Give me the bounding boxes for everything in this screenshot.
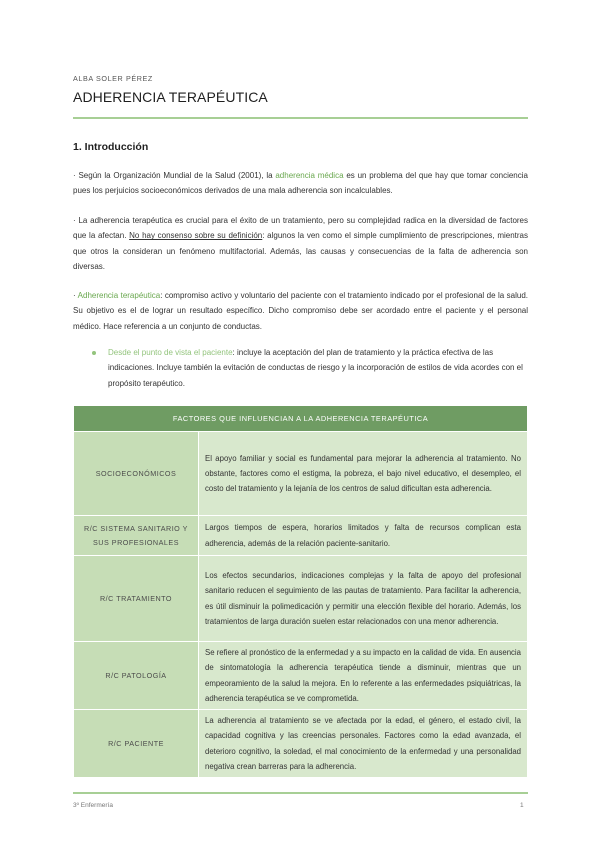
- p2-post: : algunos la ven como el simple cumplimiento de prescripciones, mientras que otros la consideran un fenómeno multifactorial. Además, las causas y consecuencias de la falta de adherencia son diversas.: [73, 231, 529, 271]
- table-header: FACTORES QUE INFLUENCIAN A LA ADHERENCIA TERAPÉUTICA: [74, 406, 528, 432]
- p2-pre: · La adherencia terapéutica es crucial para el éxito de un tratamiento, pero su complejidad radica en la diversidad de factores que la afectan.: [73, 216, 528, 241]
- p2-underlined: No hay consenso sobre su definición: [129, 231, 263, 241]
- table-row: [74, 556, 528, 642]
- row-label: R/C PATOLOGÍA: [74, 642, 199, 710]
- bullet-highlight: Desde el punto de vista el paciente: [108, 348, 233, 357]
- row-text: Largos tiempos de espera, horarios limitados y falta de recursos complican esta adherencia, además de la relación paciente-sanitario.: [199, 516, 528, 556]
- p1-highlight: adherencia médica: [275, 171, 344, 180]
- table-row: [74, 516, 528, 556]
- footer-divider: [73, 792, 528, 794]
- p3-post: : compromiso activo y voluntario del paciente con el tratamiento indicado por el profesional de la salud. Su objetivo es el de lograr un resultado específico. Dicho compromiso debe ser acordado entre el paciente y el personal médico. Hace referencia a un conjunto de conductas.: [73, 291, 529, 331]
- row-text: El apoyo familiar y social es fundamental para mejorar la adherencia al tratamiento. No obstante, factores como el estigma, la pobreza, el bajo nivel educativo, el desempleo, el costo del tratamiento y la lejanía de los centros de salud dificultan esta adherencia.: [199, 432, 528, 516]
- paragraph-complexity: [73, 213, 528, 274]
- header-divider: [73, 117, 528, 119]
- p1-post: es un problema del que hay que tomar conciencia pues los perjuicios socioeconómicos derivados de una mala adherencia son incalculables.: [73, 171, 528, 196]
- paragraph-oms: [73, 168, 528, 199]
- table-row: [74, 432, 528, 516]
- row-text: Los efectos secundarios, indicaciones complejas y la falta de apoyo del profesional sanitario reducen el seguimiento de las pautas de tratamiento. Para facilitar la adherencia, es útil disminuir la polimedicación y permitir una elección flexible del horario. Además, los tratamientos de larga duración suelen estar relacionados con una menor adherencia.: [199, 556, 528, 642]
- table-row: [74, 642, 528, 710]
- row-label: SOCIOECONÓMICOS: [74, 432, 199, 516]
- footer-course: 3º Enfermería: [73, 802, 113, 809]
- row-label: R/C SISTEMA SANITARIO Y SUS PROFESIONALES: [74, 516, 199, 556]
- paragraph-definition: [73, 288, 528, 334]
- page-number: 1: [520, 802, 524, 809]
- bullet-text: [108, 345, 528, 391]
- section-heading: 1. Introducción: [73, 141, 149, 153]
- bullet-post: : incluye la aceptación del plan de tratamiento y la práctica efectiva de las indicaciones. Incluye también la evitación de conductas de riesgo y la incorporación de estilos de vida acordes con el propósito terapéutico.: [108, 348, 523, 388]
- bullet-item: [92, 345, 528, 391]
- row-text: La adherencia al tratamiento se ve afectada por la edad, el género, el estado civil, la capacidad cognitiva y las creencias personales. Factores como la edad avanzada, el deterioro cognitivo, la soledad, el mal conocimiento de la enfermedad y una personalidad negativa crean barreras para la adherencia.: [199, 710, 528, 778]
- author-name: ALBA SOLER PÉREZ: [73, 74, 153, 83]
- bullet-dot-icon: [92, 351, 96, 355]
- document-title: ADHERENCIA TERAPÉUTICA: [73, 89, 268, 105]
- p1-pre: · Según la Organización Mundial de la Salud (2001), la: [73, 171, 276, 180]
- table-row: [74, 710, 528, 778]
- p3-highlight: Adherencia terapéutica: [77, 291, 161, 300]
- row-label: R/C TRATAMIENTO: [74, 556, 199, 642]
- row-text: Se refiere al pronóstico de la enfermedad y a su impacto en la calidad de vida. En ausencia de sintomatología la adherencia terapéutica tiende a disminuir, mientras que un empeoramiento de la salud la mejora. En lo referente a las enfermedades psiquiátricas, la adherencia terapéutica se ve comprometida.: [199, 642, 528, 710]
- p3-pre: ·: [73, 291, 78, 300]
- row-label: R/C PACIENTE: [74, 710, 199, 778]
- factors-table: [73, 405, 528, 778]
